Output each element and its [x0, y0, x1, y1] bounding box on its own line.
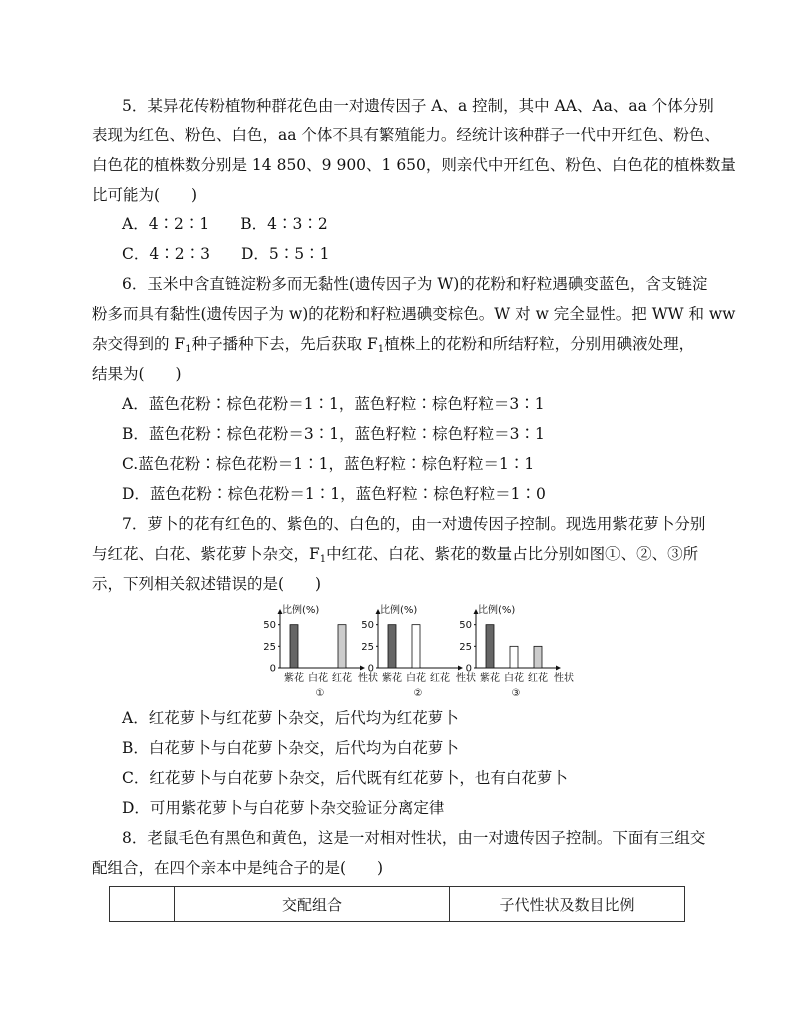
y-axis-label: 比例(%)	[478, 605, 516, 616]
q6-line-2: 粉多而具有黏性(遗传因子为 w)的花粉和籽粒遇碘变棕色。W 对 w 完全显性。把 WW 和 ww	[92, 305, 736, 323]
q7-line-2-part-a: 与红花、白花、紫花萝卜杂交，F	[92, 545, 320, 563]
x-category-label: 白花	[504, 673, 524, 684]
q5-options-row-1: A．4∶2∶1 B．4∶3∶2	[122, 215, 328, 233]
table-header-mating-combination: 交配组合	[175, 887, 450, 922]
q8-line-2: 配组合，在四个亲本中是纯合子的是( )	[92, 859, 384, 877]
chart-title: ③	[511, 688, 521, 699]
y-tick-label: 25	[263, 641, 276, 653]
q6-option-b: B．蓝色花粉∶棕色花粉＝3∶1，蓝色籽粒∶棕色籽粒＝3∶1	[122, 425, 545, 443]
bar-红花	[338, 625, 346, 668]
q7-option-d: D．可用紫花萝卜与白花萝卜杂交验证分离定律	[122, 799, 445, 817]
q6-line-4: 结果为( )	[92, 365, 182, 383]
bar-紫花	[388, 625, 396, 668]
bar-chart-3	[458, 606, 578, 700]
y-axis-label: 比例(%)	[282, 605, 320, 616]
q6-option-c: C.蓝色花粉∶棕色花粉＝1∶1，蓝色籽粒∶棕色籽粒＝1∶1	[122, 455, 535, 473]
chart-title: ①	[315, 688, 325, 699]
q6-line-1: 6．玉米中含直链淀粉多而无黏性(遗传因子为 W)的花粉和籽粒遇碘变蓝色，含支链淀	[122, 275, 708, 293]
q5-line-4: 比可能为( )	[92, 186, 198, 204]
x-axis-label: 性状	[456, 673, 476, 684]
bar-紫花	[486, 625, 494, 668]
bar-紫花	[290, 625, 298, 668]
y-tick-label: 25	[361, 641, 374, 653]
q6-option-d: D．蓝色花粉∶棕色花粉＝1∶1，蓝色籽粒∶棕色籽粒＝1∶0	[122, 485, 546, 503]
table-row	[110, 887, 685, 922]
q5-line-3: 白色花的植株数分别是 14 850、9 900、1 650，则亲代中开红色、粉色、白色花的植株数量	[92, 156, 736, 174]
x-category-label: 红花	[332, 673, 352, 684]
q8-line-1: 8．老鼠毛色有黑色和黄色，这是一对相对性状，由一对遗传因子控制。下面有三组交	[122, 829, 706, 847]
q6-option-a: A．蓝色花粉∶棕色花粉＝1∶1，蓝色籽粒∶棕色籽粒＝3∶1	[122, 395, 545, 413]
y-tick-label: 25	[459, 641, 472, 653]
q7-option-c: C．红花萝卜与白花萝卜杂交，后代既有红花萝卜，也有白花萝卜	[122, 769, 568, 787]
table-header-cell-empty	[110, 887, 175, 922]
y-tick-label: 50	[459, 620, 472, 632]
x-category-label: 白花	[308, 673, 328, 684]
q6-subscript-2: 1	[377, 344, 385, 355]
x-axis-arrow	[556, 666, 561, 671]
q5-options-row-2: C．4∶2∶3 D．5∶5∶1	[122, 245, 330, 263]
bar-chart-3-svg	[458, 606, 578, 700]
q5-line-1: 5．某异花传粉植物种群花色由一对遗传因子 A、a 控制，其中 AA、Aa、aa 个体分别	[122, 97, 714, 115]
x-category-label: 紫花	[480, 673, 500, 684]
y-tick-label: 50	[361, 620, 374, 632]
q8-mating-table	[109, 886, 685, 922]
q7-option-a: A．红花萝卜与红花萝卜杂交，后代均为红花萝卜	[122, 709, 459, 727]
q6-subscript-1: 1	[185, 344, 192, 355]
y-tick-label: 50	[263, 620, 276, 632]
q7-line-1: 7．萝卜的花有红色的、紫色的、白色的，由一对遗传因子控制。现选用紫花萝卜分别	[122, 515, 706, 533]
q7-option-b: B．白花萝卜与白花萝卜杂交，后代均为白花萝卜	[122, 739, 459, 757]
x-category-label: 红花	[430, 673, 450, 684]
x-category-label: 白花	[406, 673, 426, 684]
q7-line-3: 示，下列相关叙述错误的是( )	[92, 575, 322, 593]
y-tick-label: 0	[465, 663, 472, 675]
y-tick-label: 0	[367, 663, 374, 675]
table-header-offspring-ratio: 子代性状及数目比例	[450, 887, 685, 922]
q6-line-3	[92, 334, 694, 360]
x-axis-label: 性状	[358, 673, 378, 684]
bar-白花	[510, 646, 518, 668]
bar-红花	[534, 646, 542, 668]
q7-line-2-part-b: 中红花、白花、紫花的数量占比分别如图①、②、③所	[326, 545, 699, 563]
q6-line-3-part-b: 种子播种下去，先后获取 F	[191, 335, 378, 353]
bar-白花	[412, 625, 420, 668]
x-axis-label: 性状	[554, 673, 574, 684]
q6-line-3-part-a: 杂交得到的 F	[92, 335, 186, 353]
x-category-label: 紫花	[284, 673, 304, 684]
y-axis-label: 比例(%)	[380, 605, 418, 616]
y-tick-label: 0	[269, 663, 276, 675]
q5-line-2: 表现为红色、粉色、白色，aa 个体不具有繁殖能力。经统计该种群子一代中开红色、粉色、	[92, 126, 720, 144]
x-category-label: 紫花	[382, 673, 402, 684]
q7-subscript: 1	[319, 554, 327, 565]
x-category-label: 红花	[528, 673, 548, 684]
chart-title: ②	[413, 688, 423, 699]
q6-line-3-part-c: 植株上的花粉和所结籽粒，分别用碘液处理，	[384, 335, 695, 353]
q7-line-2	[92, 544, 698, 570]
